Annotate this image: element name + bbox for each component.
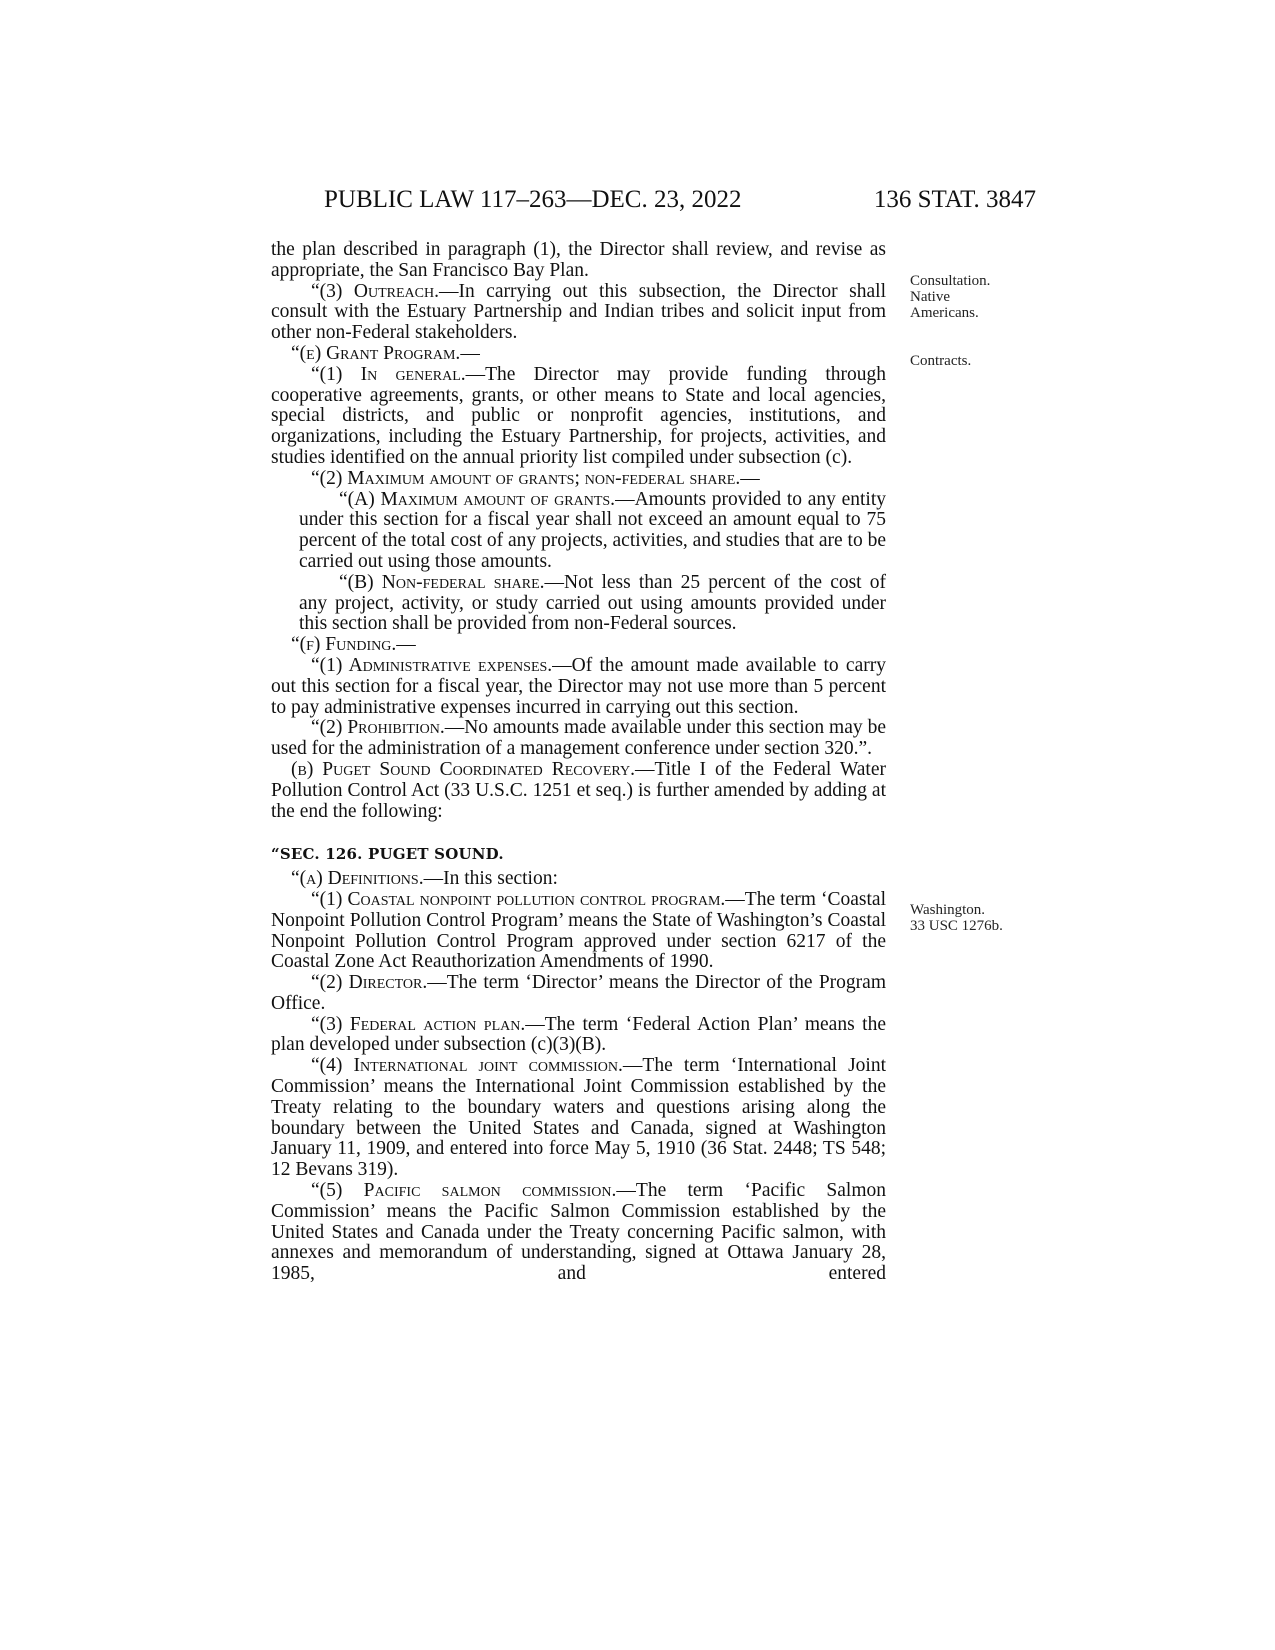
paragraph-funding — [271, 635, 886, 656]
paragraph: the plan described in paragraph (1), the Director shall review, and revise as appropriate, the San Francisco Bay Plan. — [271, 239, 886, 281]
paragraph-heading: (b) Puget Sound Coordinated Recovery. — [291, 758, 635, 780]
paragraph-international-joint-commission — [271, 1056, 886, 1181]
paragraph-text: —No amounts made available under this section may be used for the administration of a management conference under section 320.”. — [271, 717, 886, 760]
margin-note-line: Native — [910, 289, 950, 305]
section-heading: “SEC. 126. PUGET SOUND. — [271, 845, 504, 864]
running-head-title: PUBLIC LAW 117–263—DEC. 23, 2022 — [324, 186, 742, 213]
paragraph-definitions — [271, 869, 886, 890]
paragraph-heading: “(1) In general. — [311, 363, 466, 385]
paragraph-text: —The term ‘Pacific Salmon Commission’ means the Pacific Salmon Commission established by the United States and Canada under the Treaty concerning Pacific salmon, with annexes and memorandum of understanding, signed at Ottawa January 28, 1985, and entered — [271, 1180, 886, 1285]
running-head — [268, 186, 1036, 226]
paragraph-heading: “(1) Coastal nonpoint pollution control program. — [311, 888, 726, 910]
body-text — [271, 240, 886, 1285]
paragraph-pacific-salmon-commission — [271, 1181, 886, 1285]
paragraph-heading: “(2) Maximum amount of grants; non-federal share. — [311, 467, 741, 489]
paragraph-coastal-nonpoint — [271, 890, 886, 973]
paragraph-heading: “(5) Pacific salmon commission. — [311, 1180, 617, 1202]
margin-note-consultation — [910, 273, 990, 321]
paragraph-heading: “(3) Outreach. — [311, 280, 439, 302]
paragraph-director — [271, 973, 886, 1015]
paragraph-heading: “(a) Definitions. — [291, 868, 424, 890]
paragraph-heading: “(4) International joint commission. — [311, 1055, 623, 1077]
paragraph-maximum-amount — [271, 469, 886, 490]
paragraph-text: —The term ‘Federal Action Plan’ means the plan developed under subsection (c)(3)(B). — [271, 1013, 886, 1056]
paragraph-text: —In carrying out this subsection, the Director shall consult with the Estuary Partnership and Indian tribes and solicit input from other non-Federal stakeholders. — [271, 280, 886, 344]
running-head-page-number: 136 STAT. 3847 — [873, 186, 1036, 213]
paragraph-heading: “(f) Funding. — [291, 634, 397, 656]
margin-note-line: Consultation. — [910, 273, 991, 289]
paragraph-text: —Amounts provided to any entity under this section for a fiscal year shall not exceed an amount equal to 75 percent of the total cost of any projects, activities, and studies that are to be carried out using those amounts. — [299, 488, 886, 572]
paragraph-heading: “(A) Maximum amount of grants. — [339, 488, 616, 510]
paragraph-text: —The term ‘Director’ means the Director of the Program Office. — [271, 972, 886, 1014]
paragraph-heading: “(1) Administrative expenses. — [311, 654, 553, 676]
paragraph-heading: “(2) Director. — [311, 972, 428, 994]
paragraph-non-federal-share — [271, 573, 886, 635]
paragraph-federal-action-plan — [271, 1015, 886, 1057]
paragraph-text: —Not less than 25 percent of the cost of any project, activity, or study carried out using amounts provided under this section shall be provided from non-Federal sources. — [299, 571, 887, 635]
paragraph-prohibition — [271, 718, 886, 760]
paragraph-in-general — [271, 365, 886, 469]
paragraph-maximum-amount-of-grants — [271, 490, 886, 573]
paragraph-heading: “(e) Grant Program. — [291, 342, 461, 364]
paragraph-heading: “(3) Federal action plan. — [311, 1013, 526, 1035]
paragraph-text: —In this section: — [423, 868, 558, 890]
margin-note-line: Washington. — [910, 902, 986, 918]
margin-note-line: Americans. — [910, 305, 979, 321]
paragraph-text: — — [740, 467, 760, 489]
paragraph-text: —The Director may provide funding through cooperative agreements, grants, or other means to State and local agencies, special districts, and public or nonprofit agencies, institutions, and organizations, including the Estuary Partnership, for projects, activities, and studies identified on the annual priority list compiled under subsection (c). — [271, 363, 886, 468]
paragraph-outreach — [271, 282, 886, 344]
paragraph-grant-program — [271, 344, 886, 365]
paragraph-text: — — [396, 634, 416, 656]
paragraph-heading: “(2) Prohibition. — [311, 717, 445, 739]
margin-note-washington — [910, 902, 1003, 934]
paragraph-text: — — [460, 342, 480, 364]
paragraph-heading: “(B) Non-federal share. — [339, 571, 545, 593]
margin-note-contracts — [910, 353, 971, 369]
margin-note-line: 33 USC 1276b. — [910, 918, 1003, 934]
paragraph-text: —The term ‘International Joint Commission’ means the International Joint Commission established by the Treaty relating to the boundary waters and questions arising along the boundary between the United States and Canada, signed at Washington January 11, 1909, and entered into force May 5, 1910 (36 Stat. 2448; TS 548; 12 Bevans 319). — [271, 1055, 886, 1181]
margin-note-line: Contracts. — [910, 353, 972, 369]
paragraph-administrative-expenses — [271, 656, 886, 718]
paragraph-text: —The term ‘Coastal Nonpoint Pollution Control Program’ means the State of Washington’s Coastal Nonpoint Pollution Control Program approved under section 6217 of the Coastal Zone Act Reauthorization Amendments of 1990. — [271, 888, 886, 973]
paragraph-puget-sound-coordinated-recovery — [271, 760, 886, 822]
paragraph-text: —Of the amount made available to carry out this section for a fiscal year, the Director may not use more than 5 percent to pay administrative expenses incurred in carrying out this section. — [271, 654, 886, 718]
paragraph-text: —Title I of the Federal Water Pollution Control Act (33 U.S.C. 1251 et seq.) is further amended by adding at the end the following: — [271, 758, 886, 822]
